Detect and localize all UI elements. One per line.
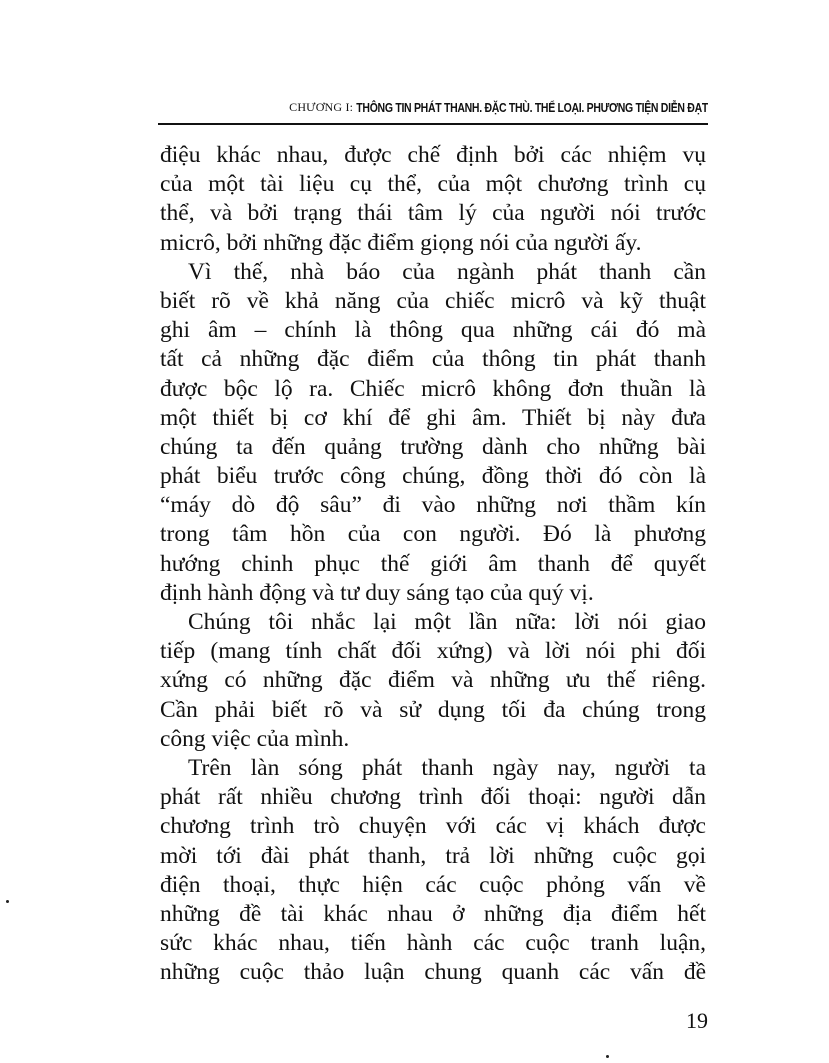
text-line: của một tài liệu cụ thể, của một chương trình cụ (160, 171, 706, 198)
text-line: phát rất nhiều chương trình đối thoại: người dẫn (160, 784, 706, 811)
text-line: điện thoại, thực hiện các cuộc phỏng vấn về (160, 871, 706, 898)
running-header (158, 100, 708, 120)
text-line: phát biểu trước công chúng, đồng thời đó còn là (160, 463, 706, 490)
text-line: biết rõ về khả năng của chiếc micrô và kỹ thuật (160, 287, 706, 314)
text-line: chương trình trò chuyện với các vị khách được (160, 813, 706, 840)
text-line: trong tâm hồn của con người. Đó là phương (160, 521, 706, 548)
page-number: 19 (686, 1008, 708, 1033)
text-line: ghi âm – chính là thông qua những cái đó mà (160, 317, 706, 344)
header-rule (158, 123, 708, 125)
scan-speck (606, 1055, 609, 1058)
body-text (160, 141, 706, 987)
chapter-title: THÔNG TIN PHÁT THANH. ĐẶC THÙ. THỂ LOẠI. PHƯƠNG TIỆN DIỄN ĐẠT (356, 100, 708, 116)
text-line: hướng chinh phục thế giới âm thanh để quyết (160, 550, 706, 577)
text-line: tất cả những đặc điểm của thông tin phát thanh (160, 346, 706, 373)
text-line: thể, và bởi trạng thái tâm lý của người nói trước (160, 200, 706, 227)
text-line: định hành động và tư duy sáng tạo của quý vị. (160, 579, 594, 606)
text-line: micrô, bởi những đặc điểm giọng nói của người ấy. (160, 229, 642, 256)
chapter-label: CHƯƠNG I: (289, 100, 354, 114)
paragraph-start-line: Chúng tôi nhắc lại một lần nữa: lời nói giao (188, 609, 706, 635)
text-line: những đề tài khác nhau ở những địa điểm hết (160, 900, 706, 927)
text-line: chúng ta đến quảng trường dành cho những bài (160, 433, 706, 460)
text-line: Cần phải biết rõ và sử dụng tối đa chúng trong (160, 696, 706, 723)
text-line: những cuộc thảo luận chung quanh các vấn đề (160, 959, 706, 986)
text-line: được bộc lộ ra. Chiếc micrô không đơn thuần là (160, 375, 706, 402)
text-line: công việc của mình. (160, 725, 350, 752)
text-line: “máy dò độ sâu” đi vào những nơi thầm kín (160, 492, 706, 519)
text-line: tiếp (mang tính chất đối xứng) và lời nói phi đối (160, 638, 706, 665)
paragraph-start-line: Vì thế, nhà báo của ngành phát thanh cần (188, 258, 706, 285)
text-line: điệu khác nhau, được chế định bởi các nhiệm vụ (160, 142, 706, 168)
text-line: xứng có những đặc điểm và những ưu thế riêng. (160, 667, 706, 694)
paragraph-start-line: Trên làn sóng phát thanh ngày nay, người ta (188, 754, 706, 781)
text-line: một thiết bị cơ khí để ghi âm. Thiết bị này đưa (160, 404, 706, 431)
text-line: mời tới đài phát thanh, trả lời những cuộc gọi (160, 842, 706, 869)
scan-speck (6, 900, 9, 903)
text-line: sức khác nhau, tiến hành các cuộc tranh luận, (160, 930, 706, 957)
